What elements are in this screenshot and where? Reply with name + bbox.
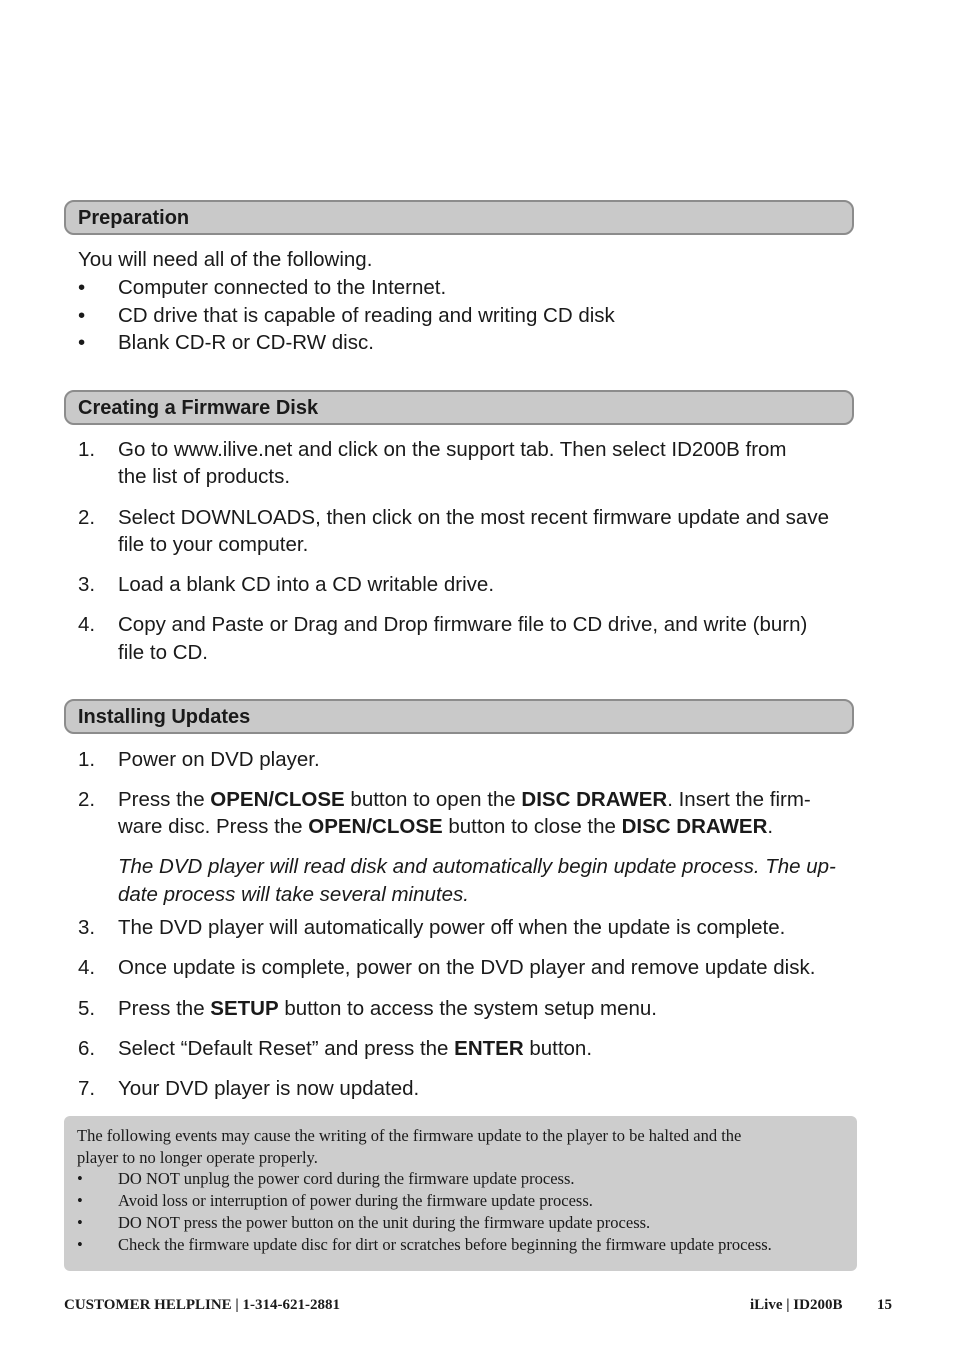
enter-label: ENTER [454,1037,524,1060]
text-run: ware disc. Press the [118,815,309,838]
section-title: Preparation [78,207,190,229]
step-number: 4. [78,956,96,979]
note-item: Check the firmware update disc for dirt or scratches before beginning the firmware update process. [118,1235,772,1254]
step-line: Go to www.ilive.net and click on the support tab. Then select ID200B from [118,438,787,461]
text-run: button to close the [442,815,622,838]
step-line [118,786,853,814]
step-number: 1. [78,748,96,771]
bullet: • [77,1235,83,1254]
text-run: button to open the [344,788,522,811]
step-number: 3. [78,916,96,939]
step-number: 7. [78,1077,96,1100]
bullet: • [77,1191,83,1210]
step-line: Copy and Paste or Drag and Drop firmware file to CD drive, and write (burn) [118,613,808,636]
step-number: 5. [78,997,96,1020]
step-number: 3. [78,573,96,596]
bullet: • [78,331,86,354]
section-title: Creating a Firmware Disk [78,397,319,419]
step-number: 2. [78,788,96,811]
section-header-preparation [64,200,854,235]
step-line: Your DVD player is now updated. [118,1077,420,1100]
open-close-label: OPEN/CLOSE [210,788,345,811]
step-number: 6. [78,1037,96,1060]
step-note: date process will take several minutes. [118,883,469,906]
footer-helpline: CUSTOMER HELPLINE | 1-314-621-2881 [64,1297,340,1313]
note-intro: The following events may cause the writing of the firmware update to the player to be halted and the [77,1126,742,1145]
step-number: 4. [78,613,96,636]
step-line: Select DOWNLOADS, then click on the most recent firmware update and save [118,506,829,529]
step-line: The DVD player will automatically power off when the update is complete. [118,916,786,939]
note-item: DO NOT press the power button on the unit during the firmware update process. [118,1213,651,1232]
disc-drawer-label: DISC DRAWER [621,815,768,838]
warning-note-box [64,1116,857,1271]
text-run: Press the [118,997,211,1020]
step-note: The DVD player will read disk and automatically begin update process. The up- [118,855,836,878]
section-header-installing [64,699,854,734]
footer-product: iLive | ID200B [750,1297,843,1313]
bullet: • [77,1213,83,1232]
text-run: Press the [118,788,211,811]
list-item: Computer connected to the Internet. [118,276,447,299]
section-header-firmware-disk [64,390,854,425]
note-item: Avoid loss or interruption of power during the firmware update process. [118,1191,593,1210]
text-run: button to access the system setup menu. [278,997,657,1020]
step-line [118,1035,853,1063]
step-line: Once update is complete, power on the DVD player and remove update disk. [118,956,816,979]
bullet: • [78,276,86,299]
bullet: • [77,1169,83,1188]
open-close-label: OPEN/CLOSE [308,815,443,838]
preparation-intro: You will need all of the following. [78,248,373,271]
disc-drawer-label: DISC DRAWER [521,788,668,811]
list-item: Blank CD-R or CD-RW disc. [118,331,374,354]
step-line: the list of products. [118,465,291,488]
text-run: button. [523,1037,593,1060]
list-item: CD drive that is capable of reading and writing CD disk [118,304,615,327]
note-intro: player to no longer operate properly. [77,1148,318,1167]
text-run: . Insert the firm- [667,788,811,811]
step-line: file to CD. [118,641,208,664]
step-line [118,995,853,1023]
step-number: 2. [78,506,96,529]
setup-label: SETUP [210,997,279,1020]
text-run: . [767,815,774,838]
step-line: file to your computer. [118,533,309,556]
bullet: • [78,304,86,327]
step-line: Power on DVD player. [118,748,320,771]
step-line [118,813,853,841]
step-line: Load a blank CD into a CD writable drive. [118,573,495,596]
note-item: DO NOT unplug the power cord during the firmware update process. [118,1169,575,1188]
step-number: 1. [78,438,96,461]
page-number: 15 [877,1297,892,1313]
section-title: Installing Updates [78,706,251,728]
text-run: Select “Default Reset” and press the [118,1037,455,1060]
